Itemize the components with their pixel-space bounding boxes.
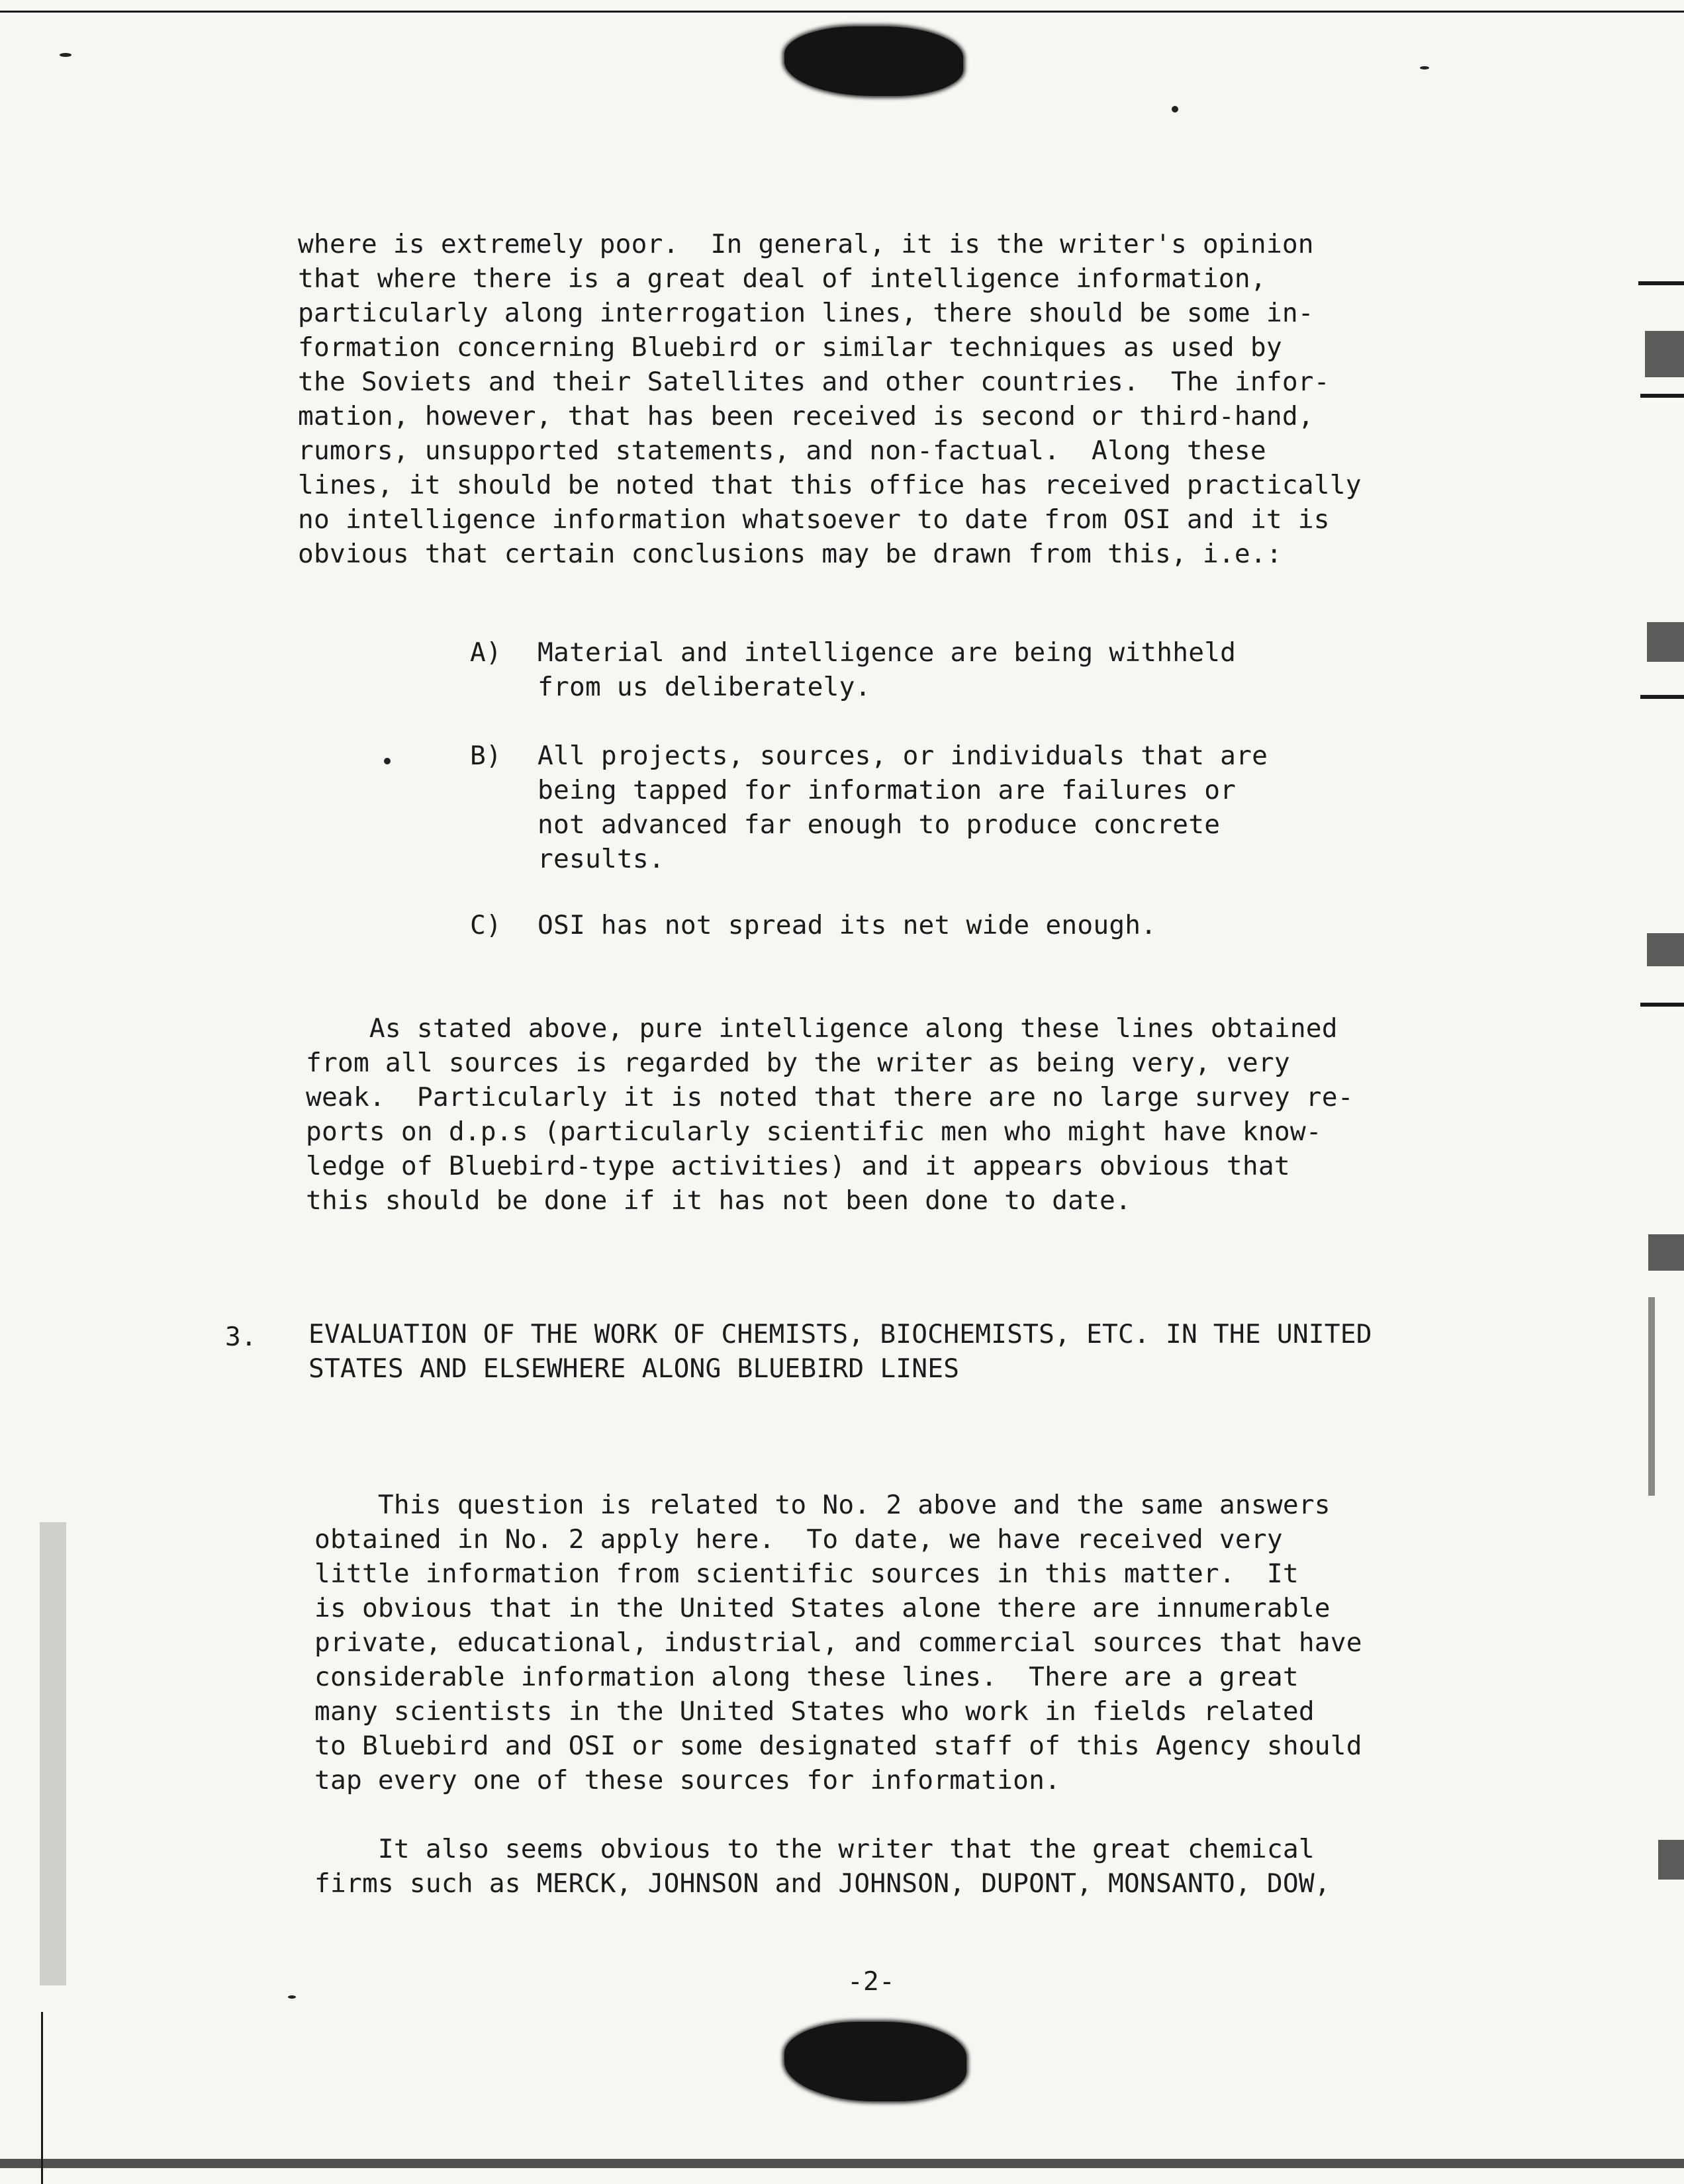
redaction-top [784, 26, 963, 96]
scan-speck [1172, 106, 1178, 113]
text-line: obtained in No. 2 apply here. To date, we have received very [314, 1524, 1283, 1555]
text-line: this should be done if it has not been done to date. [306, 1185, 1132, 1216]
list-item-letter: C) [470, 910, 502, 940]
text-line: particularly along interrogation lines, there should be some in- [298, 298, 1314, 328]
text-line: that where there is a great deal of intelligence information, [298, 263, 1266, 294]
scan-edge-mark [1645, 331, 1684, 377]
text-line: private, educational, industrial, and commercial sources that have [314, 1627, 1362, 1658]
text-line: ledge of Bluebird-type activities) and it appears obvious that [306, 1151, 1290, 1181]
text-line: the Soviets and their Satellites and other countries. The infor- [298, 367, 1330, 397]
scan-edge-mark [1648, 1234, 1684, 1271]
list-item-text: Material and intelligence are being withheld [538, 637, 1237, 668]
scan-edge-mark [1638, 281, 1684, 285]
text-line: As stated above, pure intelligence along these lines obtained [306, 1013, 1338, 1044]
scan-bottom-border [0, 2159, 1684, 2168]
scan-speck [288, 1995, 296, 1999]
page-number: -2- [847, 1966, 895, 1997]
scan-speck [384, 758, 391, 764]
scan-edge-mark [1658, 1840, 1684, 1880]
scan-edge-mark [1640, 695, 1684, 699]
list-item-letter: A) [470, 637, 502, 668]
text-line: weak. Particularly it is noted that there are no large survey re- [306, 1082, 1354, 1113]
text-line: little information from scientific sources in this matter. It [314, 1559, 1299, 1589]
list-item-text: All projects, sources, or individuals that are [538, 741, 1268, 771]
text-line: rumors, unsupported statements, and non-factual. Along these [298, 435, 1266, 466]
text-line: considerable information along these lines. There are a great [314, 1662, 1299, 1692]
scan-left-rule [41, 2012, 43, 2184]
scan-edge-mark [1647, 622, 1684, 662]
text-line: lines, it should be noted that this office has received practically [298, 470, 1362, 500]
scan-edge-mark [1640, 1003, 1684, 1007]
text-line: obvious that certain conclusions may be drawn from this, i.e.: [298, 539, 1282, 569]
text-line: tap every one of these sources for information. [314, 1765, 1061, 1796]
section-number: 3. [225, 1322, 257, 1352]
text-line: firms such as MERCK, JOHNSON and JOHNSON, DUPONT, MONSANTO, DOW, [314, 1868, 1331, 1899]
scan-edge-mark [1647, 933, 1684, 966]
text-line: It also seems obvious to the writer that the great chemical [314, 1834, 1315, 1864]
section-heading-line: STATES AND ELSEWHERE ALONG BLUEBIRD LINES [308, 1353, 960, 1384]
scan-edge-mark [1640, 394, 1684, 398]
text-line: to Bluebird and OSI or some designated staff of this Agency should [314, 1731, 1362, 1761]
text-line: formation concerning Bluebird or similar techniques as used by [298, 332, 1282, 363]
list-item-letter: B) [470, 741, 502, 771]
text-line: ports on d.p.s (particularly scientific men who might have know- [306, 1116, 1322, 1147]
list-item-text: from us deliberately. [538, 672, 871, 702]
scan-edge-mark [1648, 1297, 1655, 1496]
text-line: where is extremely poor. In general, it is the writer's opinion [298, 229, 1314, 259]
text-line: is obvious that in the United States alone there are innumerable [314, 1593, 1331, 1623]
text-line: no intelligence information whatsoever to date from OSI and it is [298, 504, 1330, 535]
text-line: many scientists in the United States who work in fields related [314, 1696, 1315, 1727]
list-item-text: being tapped for information are failures or [538, 775, 1237, 805]
list-item-text: results. [538, 844, 665, 874]
text-line: This question is related to No. 2 above and the same answers [314, 1490, 1331, 1520]
scan-speck [60, 53, 71, 57]
section-heading-line: EVALUATION OF THE WORK OF CHEMISTS, BIOCHEMISTS, ETC. IN THE UNITED [308, 1319, 1372, 1349]
scan-speck [1420, 66, 1429, 69]
list-item-text: OSI has not spread its net wide enough. [538, 910, 1157, 940]
text-line: from all sources is regarded by the writer as being very, very [306, 1048, 1290, 1078]
text-line: mation, however, that has been received is second or third-hand, [298, 401, 1314, 432]
scan-left-noise [40, 1522, 66, 1985]
top-border-line [0, 11, 1684, 13]
redaction-bottom [784, 2022, 966, 2101]
list-item-text: not advanced far enough to produce concrete [538, 809, 1221, 840]
